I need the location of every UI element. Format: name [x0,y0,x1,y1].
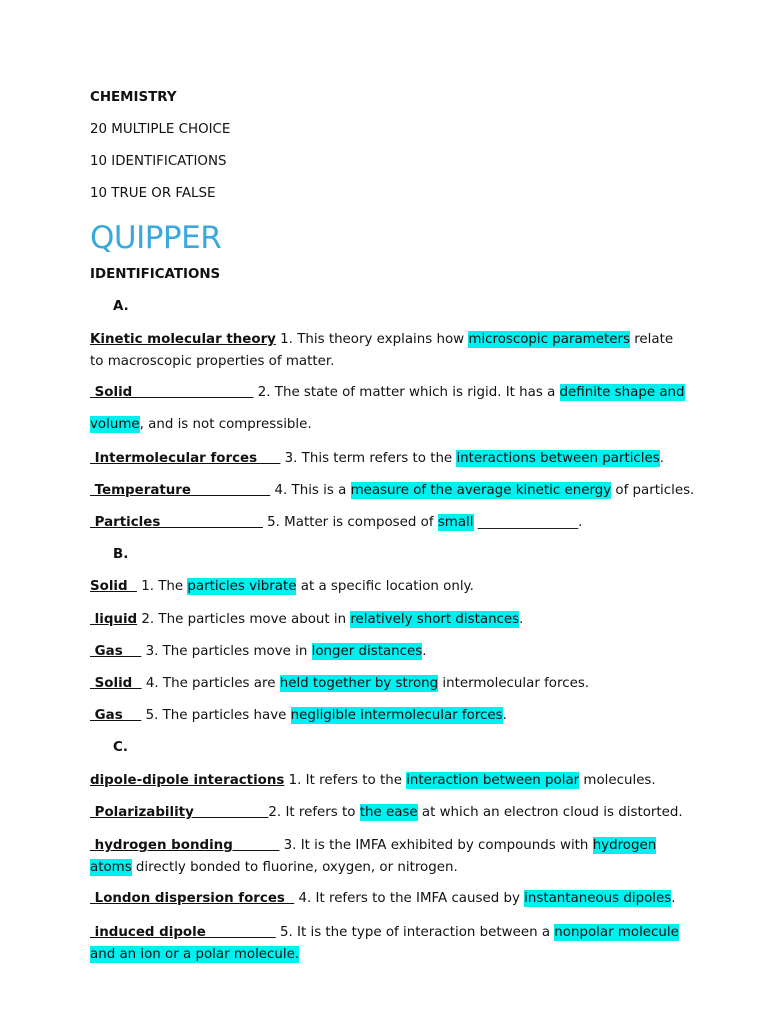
highlight: the ease [359,805,418,820]
question-text: at a specific location only. [296,579,474,594]
highlight: held together by strong [279,676,439,691]
highlight: instantaneous dipoles [524,891,672,906]
question-text: 4. The particles are [141,676,280,691]
answer: Solid [90,385,254,400]
answer: dipole-dipole interactions [90,773,285,788]
question-text: . [671,891,676,906]
question-text: 3. It is the IMFA exhibited by compounds with [279,838,593,853]
answer: hydrogen bonding [90,838,280,853]
question-text: . [659,451,664,466]
exam-info-line: 10 IDENTIFICATIONS [90,154,227,169]
question-text: 2. It refers to [268,805,360,820]
highlight: longer distances [311,644,423,659]
identification-item [90,771,656,791]
answer: Gas [90,708,142,723]
answer: Intermolecular forces [90,451,281,466]
question-text: 3. This term refers to the [280,451,457,466]
identification-item [90,642,427,662]
highlight: interactions between particles [456,451,660,466]
question-text: of particles. [611,483,695,498]
question-text: directly bonded to fluorine, oxygen, or nitrogen. [131,860,458,875]
question-text: 4. It refers to the IMFA caused by [294,891,525,906]
question-text: . [519,612,524,627]
answer: liquid [90,612,138,627]
question-text: , and is not compressible. [139,417,312,432]
highlight: microscopic parameters [468,332,630,347]
question-text: 2. The particles move about in [137,612,351,627]
highlight: interaction between polar [406,773,580,788]
identification-item [90,383,685,403]
question-text: 2. The state of matter which is rigid. It has a [253,385,560,400]
part-c-label: C. [113,740,128,755]
part-b-label: B. [113,547,129,562]
document-title: QUIPPER [90,220,222,256]
answer: Polarizability [90,805,269,820]
identification-item [90,835,686,879]
question-text: . [422,644,427,659]
answer: induced dipole [90,925,276,940]
answer: Temperature [90,483,271,498]
highlight: negligible intermolecular forces [290,708,503,723]
part-a-label: A. [113,299,129,314]
question-text: relate to macroscopic properties of matter. [90,332,674,369]
answer: Kinetic molecular theory [90,332,276,347]
identification-item [90,706,507,726]
highlight: definite shape and [559,385,685,400]
identification-item [90,513,582,533]
exam-info-line: 10 TRUE OR FALSE [90,186,216,201]
answer: London dispersion forces [90,891,295,906]
highlight: measure of the average kinetic energy [350,483,612,498]
identification-item [90,481,694,501]
identification-item [90,329,686,373]
highlight: relatively short distances [350,612,520,627]
answer: Particles [90,515,263,530]
question-text: 4. This is a [270,483,351,498]
highlight: volume [90,417,140,432]
identification-item [90,889,676,909]
highlight: particles vibrate [187,579,297,594]
answer: Solid [90,676,142,691]
question-text: 5. It is the type of interaction between a [275,925,555,940]
question-text: 3. The particles move in [141,644,312,659]
identification-item [90,922,686,966]
question-text: 1. The [136,579,188,594]
question-text: intermolecular forces. [438,676,590,691]
question-text: 1. It refers to the [284,773,407,788]
identification-item [90,449,664,469]
identification-item [90,577,474,597]
identification-item-cont [90,415,312,435]
identification-item [90,803,683,823]
question-text: _______________. [473,515,583,530]
question-text: at which an electron cloud is distorted. [417,805,683,820]
question-text: 5. The particles have [141,708,291,723]
exam-info-line: 20 MULTIPLE CHOICE [90,122,231,137]
question-text: . [502,708,507,723]
identification-item [90,674,589,694]
question-text: 1. This theory explains how [275,332,469,347]
question-text: molecules. [579,773,656,788]
answer: Gas [90,644,142,659]
subject-heading: CHEMISTRY [90,90,177,105]
identification-item [90,610,523,630]
highlight: small [437,515,474,530]
section-heading: IDENTIFICATIONS [90,267,221,282]
question-text: 5. Matter is composed of [262,515,438,530]
highlight: hydrogen atoms [90,838,657,875]
answer: Solid [90,579,137,594]
highlight: nonpolar molecule and an ion or a polar molecule. [90,925,679,962]
